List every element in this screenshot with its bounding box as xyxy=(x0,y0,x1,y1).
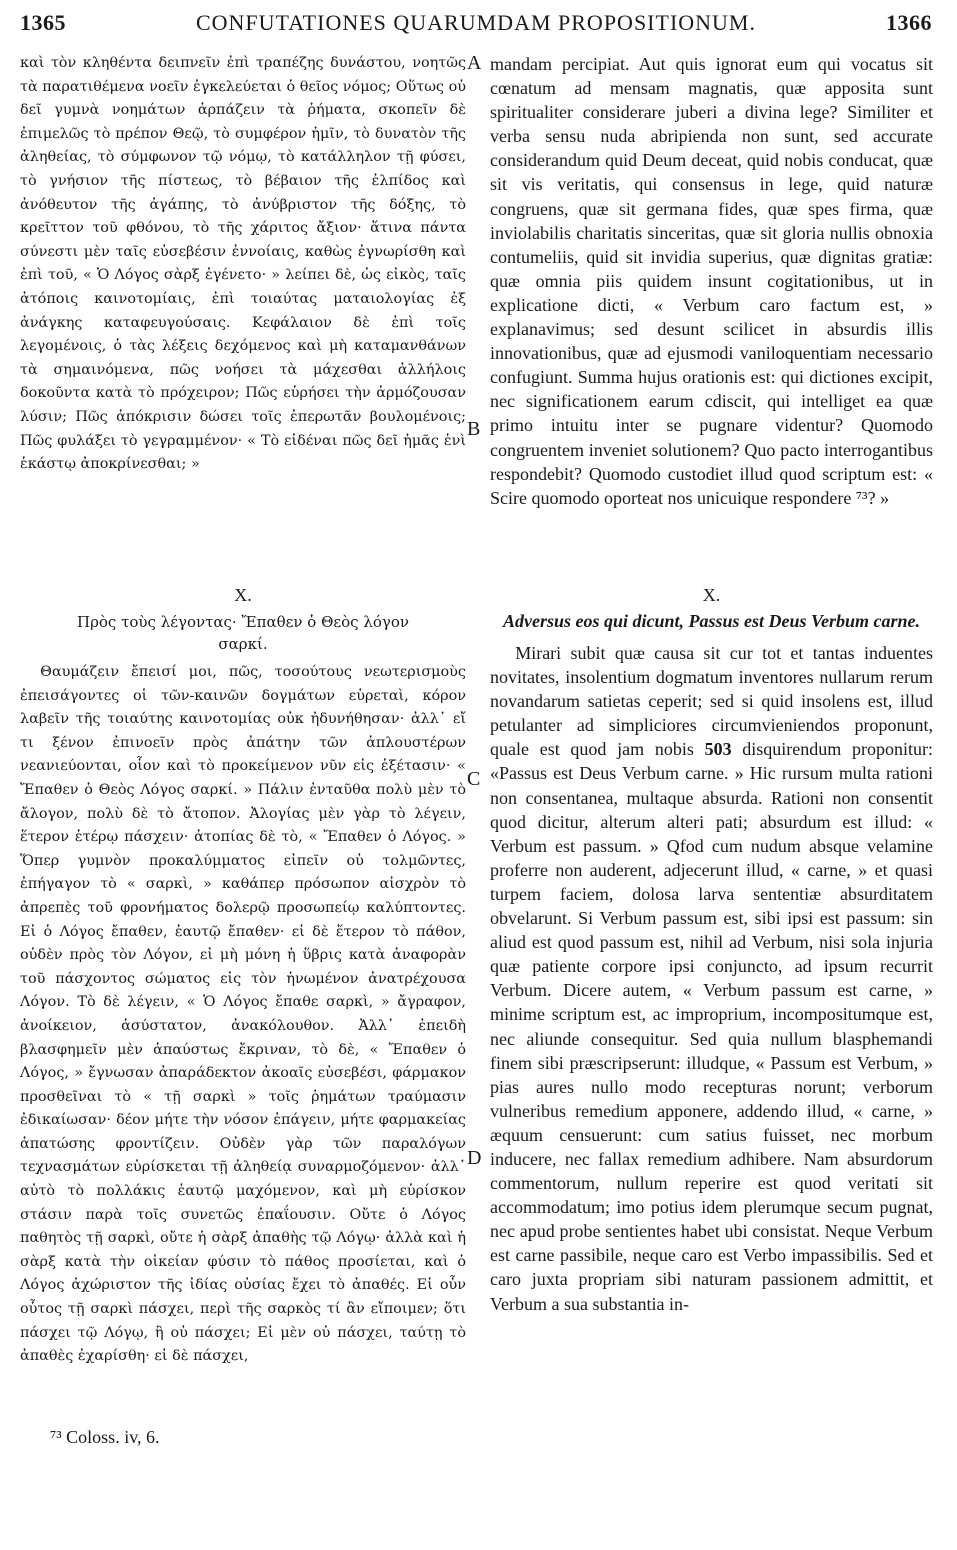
section-title-latin: Adversus eos qui dicunt, Passus est Deus Verbum carne. xyxy=(502,611,921,631)
migne-column-number: 503 xyxy=(704,739,732,760)
greek-column-lower xyxy=(20,585,466,1369)
latin-text-part: disquirendum proponitur: «Passus est Deus Verbum carne. » Hic rursum multa rationi non consentanea, multaque absurda. Rationi non consentit quod dicitur, alterum alteri pati; absurdum est illud: « Verbum est passum. » Qfod cum nudum absque velamine proferre non auderent, adjecerunt illud, « carne, » et quasi turpem faciem, dolosa larva sententiæ absurditatem obvelarunt. Si Verbum passum est, sibi ipsi est passum: sin aliud est quod passum est, nihil ad Verbum, nisi sola injuria quæ patiente corpore ipsi conjuncto, ad ipsum recurrit Verbum. Dicere autem, « Verbum passum est carne, » minime scriptum est, ac improprium, incompositumque est, nec aliunde consequitur. Sed quia nullum blasphemandi finem sibi præscripserunt: illudque, « Passum est Verbum, » pias aures nullo modo recepturas norunt; verborum vulneribus remedium apponere, addendo illud, « carne, » æquum censuerunt: cum satius fuisset, nec morbum inducere, nec fallax remedium adhibere. Nam absurdorum commentorum, nullum reperire est quod veritati sit accommodatum; imo potius idem plerumque secum pugnat, nec apud probe sentientes habet ubi consistat. Neque Verbum est carne passibile, neque caro est Verbo impassibilis. Sed et caro juxta propriam sibi naturam passionem admittit, et Verbum a sua substantia in- xyxy=(490,739,933,1314)
section-title-greek: Πρὸς τοὺς λέγοντας· Ἔπαθεν ὁ Θεὸς λόγον σαρκί. xyxy=(77,613,409,653)
page-number-right: 1366 xyxy=(886,10,932,35)
latin-column-lower xyxy=(490,585,933,1316)
footnote: ⁷³ Coloss. iv, 6. xyxy=(50,1427,160,1447)
greek-column-upper xyxy=(20,52,466,477)
latin-column-upper xyxy=(490,52,933,510)
margin-marker-c: C xyxy=(467,768,481,790)
latin-paragraph xyxy=(490,641,933,1316)
section-number-greek: X. xyxy=(234,585,252,605)
running-title: CONFUTATIONES QUARUMDAM PROPOSITIONUM. xyxy=(195,10,756,35)
latin-text-part: Mirari subit quæ causa sit cur tot et tantas induentes novitates, insolentium dogmatum inventores nullarum rerum novandarum satietas ceperit; sed si quid insolens est, illud petulanter ad simpliciores circumvieniendos proponunt, quale est quod jam nobis xyxy=(490,643,933,760)
margin-marker-b: B xyxy=(467,418,481,440)
latin-paragraph: mandam percipiat. Aut quis ignorat eum qui vocatus sit cœnatum ad mensam magnatis, quæ apposita sunt spiritualiter considerare juberi a divina lege? Similiter et verba sensu nuda abripienda non sunt, sed accurate considerandum quid Deum deceat, quid nobis conducat, quæ sit vis veritatis, qui consensus in lege, quid naturæ congruens, quæ sit germana fides, quæ spes firma, quæ inviolabilis charitatis sinceritas, quæ sit gloria nullis obnoxia contumeliis, quid sit invidia superius, quæ dignitas gratiæ: quæ omnia piis quidem insunt cogitationibus, ut in explicatione dicti, « Verbum caro factum est, » explanavimus; sed desunt scilicet in absurdis illis innovationibus, quæ ad ejusmodi vaniloquentiam necessario confugiunt. Summa hujus orationis est: qui dictiones excipit, nec significationem earum cdiscit, qui intelliget ea quæ primo intuitu inter se pugnare videntur? Quomodo congruentem inveniet solutionem? Quo pacto interrogantibus respondebit? Quomodo custodiet illud quod scriptum est: « Scire quomodo oporteat nos unicuique respondere ⁷³? » xyxy=(490,54,933,508)
page-number-left: 1365 xyxy=(20,10,66,35)
greek-paragraph: καὶ τὸν κληθέντα δειπνεῖν ἐπὶ τραπέζης δυνάστου, νοητῶς τὰ παρατιθέμενα νοεῖν ἐγκελεύεται ὁ θεῖος νόμος; Οὕτως οὐ δεῖ γυμνὰ νοημάτων ἁρπάζειν τὰ ῥήματα, σκοπεῖν δὲ ἐπιμελῶς τὸ πρέπον Θεῷ, τὸ συμφέρον ἡμῖν, τὸ δυνατὸν τῆς ἀληθείας, τὸ σύμφωνον τῷ νόμῳ, τὸ κατάλληλον τῇ φύσει, τὸ γνήσιον τῆς πίστεως, τὸ βέβαιον τῆς ἐλπίδος καὶ ἀνόθευτον τῆς ἀγάπης, τὸ ἀνύβριστον τῆς δόξης, τὸ κρεῖττον τοῦ φθόνου, τὸ τῆς χάριτος ἄξιον· ἅτινα πάντα σύνεστι μὲν ταῖς εὐσεβέσιν ἐννοίαις, καθὼς ἐγνωρίσθη καὶ ἐπὶ τοῦ, « Ὁ Λόγος σὰρξ ἐγένετο· » λείπει δὲ, ὡς εἰκὸς, ταῖς ἀτόποις καινοτομίαις, ἐπὶ τοιαύτας ματαιολογίας ἐξ ἀνάγκης καταφευγούσαις. Κεφάλαιον δὲ ἐπὶ τοῖς λεγομένοις, ὁ τὰς λέξεις δεχόμενος καὶ μὴ καταμανθάνων τὰ σημαινόμενα, πῶς νοήσει τὰ μάχεσθαι ἀλλήλοις δοκοῦντα κατὰ τὸ πρόχειρον; Πῶς εὑρήσει τὴν ἁρμόζουσαν λύσιν; Πῶς ἀπόκρισιν δώσει τοῖς ἐπερωτᾶν βουλομένοις; Πῶς φυλάξει τὸ γεγραμμένον· « Τὸ εἰδέναι πῶς δεῖ ἡμᾶς ἑνὶ ἑκάστῳ ἀποκρίνεσθαι; » xyxy=(20,55,466,473)
greek-paragraph: Θαυμάζειν ἔπεισί μοι, πῶς, τοσούτους νεωτερισμοὺς ἐπεισάγοντες οἱ τῶν-καινῶν δογμάτων εὑρεταὶ, κόρον λαβεῖν τῆς τοιαύτης καινοτομίας οὐκ ἠδυνήθησαν· ἀλλ᾽ εἴ τι ξένον ἐπινοεῖν πρὸς ἀπάτην τῶν ἁπλουστέρων νεανιεύονται, οἷον καὶ τὸ προκείμενον νῦν εἰς ἐξέτασιν· « Ἔπαθεν ὁ Θεὸς Λόγος σαρκί. » Πάλιν ἐνταῦθα πολὺ μὲν τὸ ἄλογον, πολὺ δὲ τὸ ἄτοπον. Ἀλογίας μὲν γὰρ τὸ λέγειν, ἕτερον ἑτέρῳ πάσχειν· ἀτοπίας δὲ τὸ, « Ἔπαθεν ὁ Λόγος. » Ὅπερ γυμνὸν προκαλύμματος εἰπεῖν οὐ τολμῶντες, ἐπήγαγον τὸ « σαρκὶ, » καθάπερ πρόσωπον αἰσχρὸν τὸ ἀπρεπὲς τοῦ φρονήματος δολερῷ προσωπείῳ καλύπτοντες. Εἰ ὁ Λόγος ἔπαθεν, ἑαυτῷ ἔπαθεν· εἰ δὲ ἕτερον τὸ πάθον, οὐδὲν πρὸς τὸν Λόγον, εἰ μὴ μόνη ἡ ὕβρις κατὰ ἀναφορὰν τοῦ πάσχοντος σώματος εἰς τὸν ἡνωμένον ἀνατρέχουσα Λόγον. Τὸ δὲ λέγειν, « Ὁ Λόγος ἔπαθε σαρκὶ, » ἄγραφον, ἀνοίκειον, ἀσύστατον, ἀνακόλουθον. Ἀλλ᾽ ἐπειδὴ βλασφημεῖν μὲν ἀπαύστως ἔκριναν, τὸ δὲ, « Ἔπαθεν ὁ Λόγος, » ἔγνωσαν ἀπαράδεκτον ἀκοαῖς εὐσεβέσι, φάρμακον προσθεῖναι τὸ « τῇ σαρκὶ » τοῖς ῥημάτων τραύμασιν ἐδικαίωσαν· δέον μήτε τὴν νόσον ἐπάγειν, μήτε φαρμακείας ἀπατώσης φροντίζειν. Οὐδὲν γὰρ τῶν παραλόγων τεχνασμάτων εὑρίσκεται τῇ ἀληθείᾳ συναρμοζόμενον· ἀλλ᾽ αὐτὸ τὸ πολλάκις ἑαυτῷ μαχόμενον, καὶ μὴ εὑρίσκον στάσιν παρὰ τοῖς συνετῶς ἐπαΐουσιν. Οὔτε ὁ Λόγος παθητὸς τῇ σαρκὶ, οὔτε ἡ σὰρξ ἀπαθὴς τῷ Λόγῳ· ἀλλὰ καὶ ἡ σὰρξ κατὰ τὴν οἰκείαν φύσιν τὸ πάθος προσίεται, καὶ ὁ Λόγος ἀχώριστον τῆς ἰδίας οὐσίας ἔχει τὸ ἀπαθές. Εἰ οὖν οὗτος τῇ σαρκὶ πάσχει, περὶ τῆς σαρκὸς τί ἂν εἴποιμεν; ὅτι πάσχει τῷ Λόγῳ, ἢ οὐ πάσχει; Εἰ μὲν οὐ πάσχει, ταύτῃ τὸ ἀπαθὲς ἐχαρίσθη· εἰ δὲ πάσχει, xyxy=(20,664,466,1365)
section-number-latin: X. xyxy=(702,585,721,605)
margin-marker-d: D xyxy=(467,1147,482,1169)
running-header xyxy=(20,10,932,44)
margin-marker-a: A xyxy=(467,52,482,74)
